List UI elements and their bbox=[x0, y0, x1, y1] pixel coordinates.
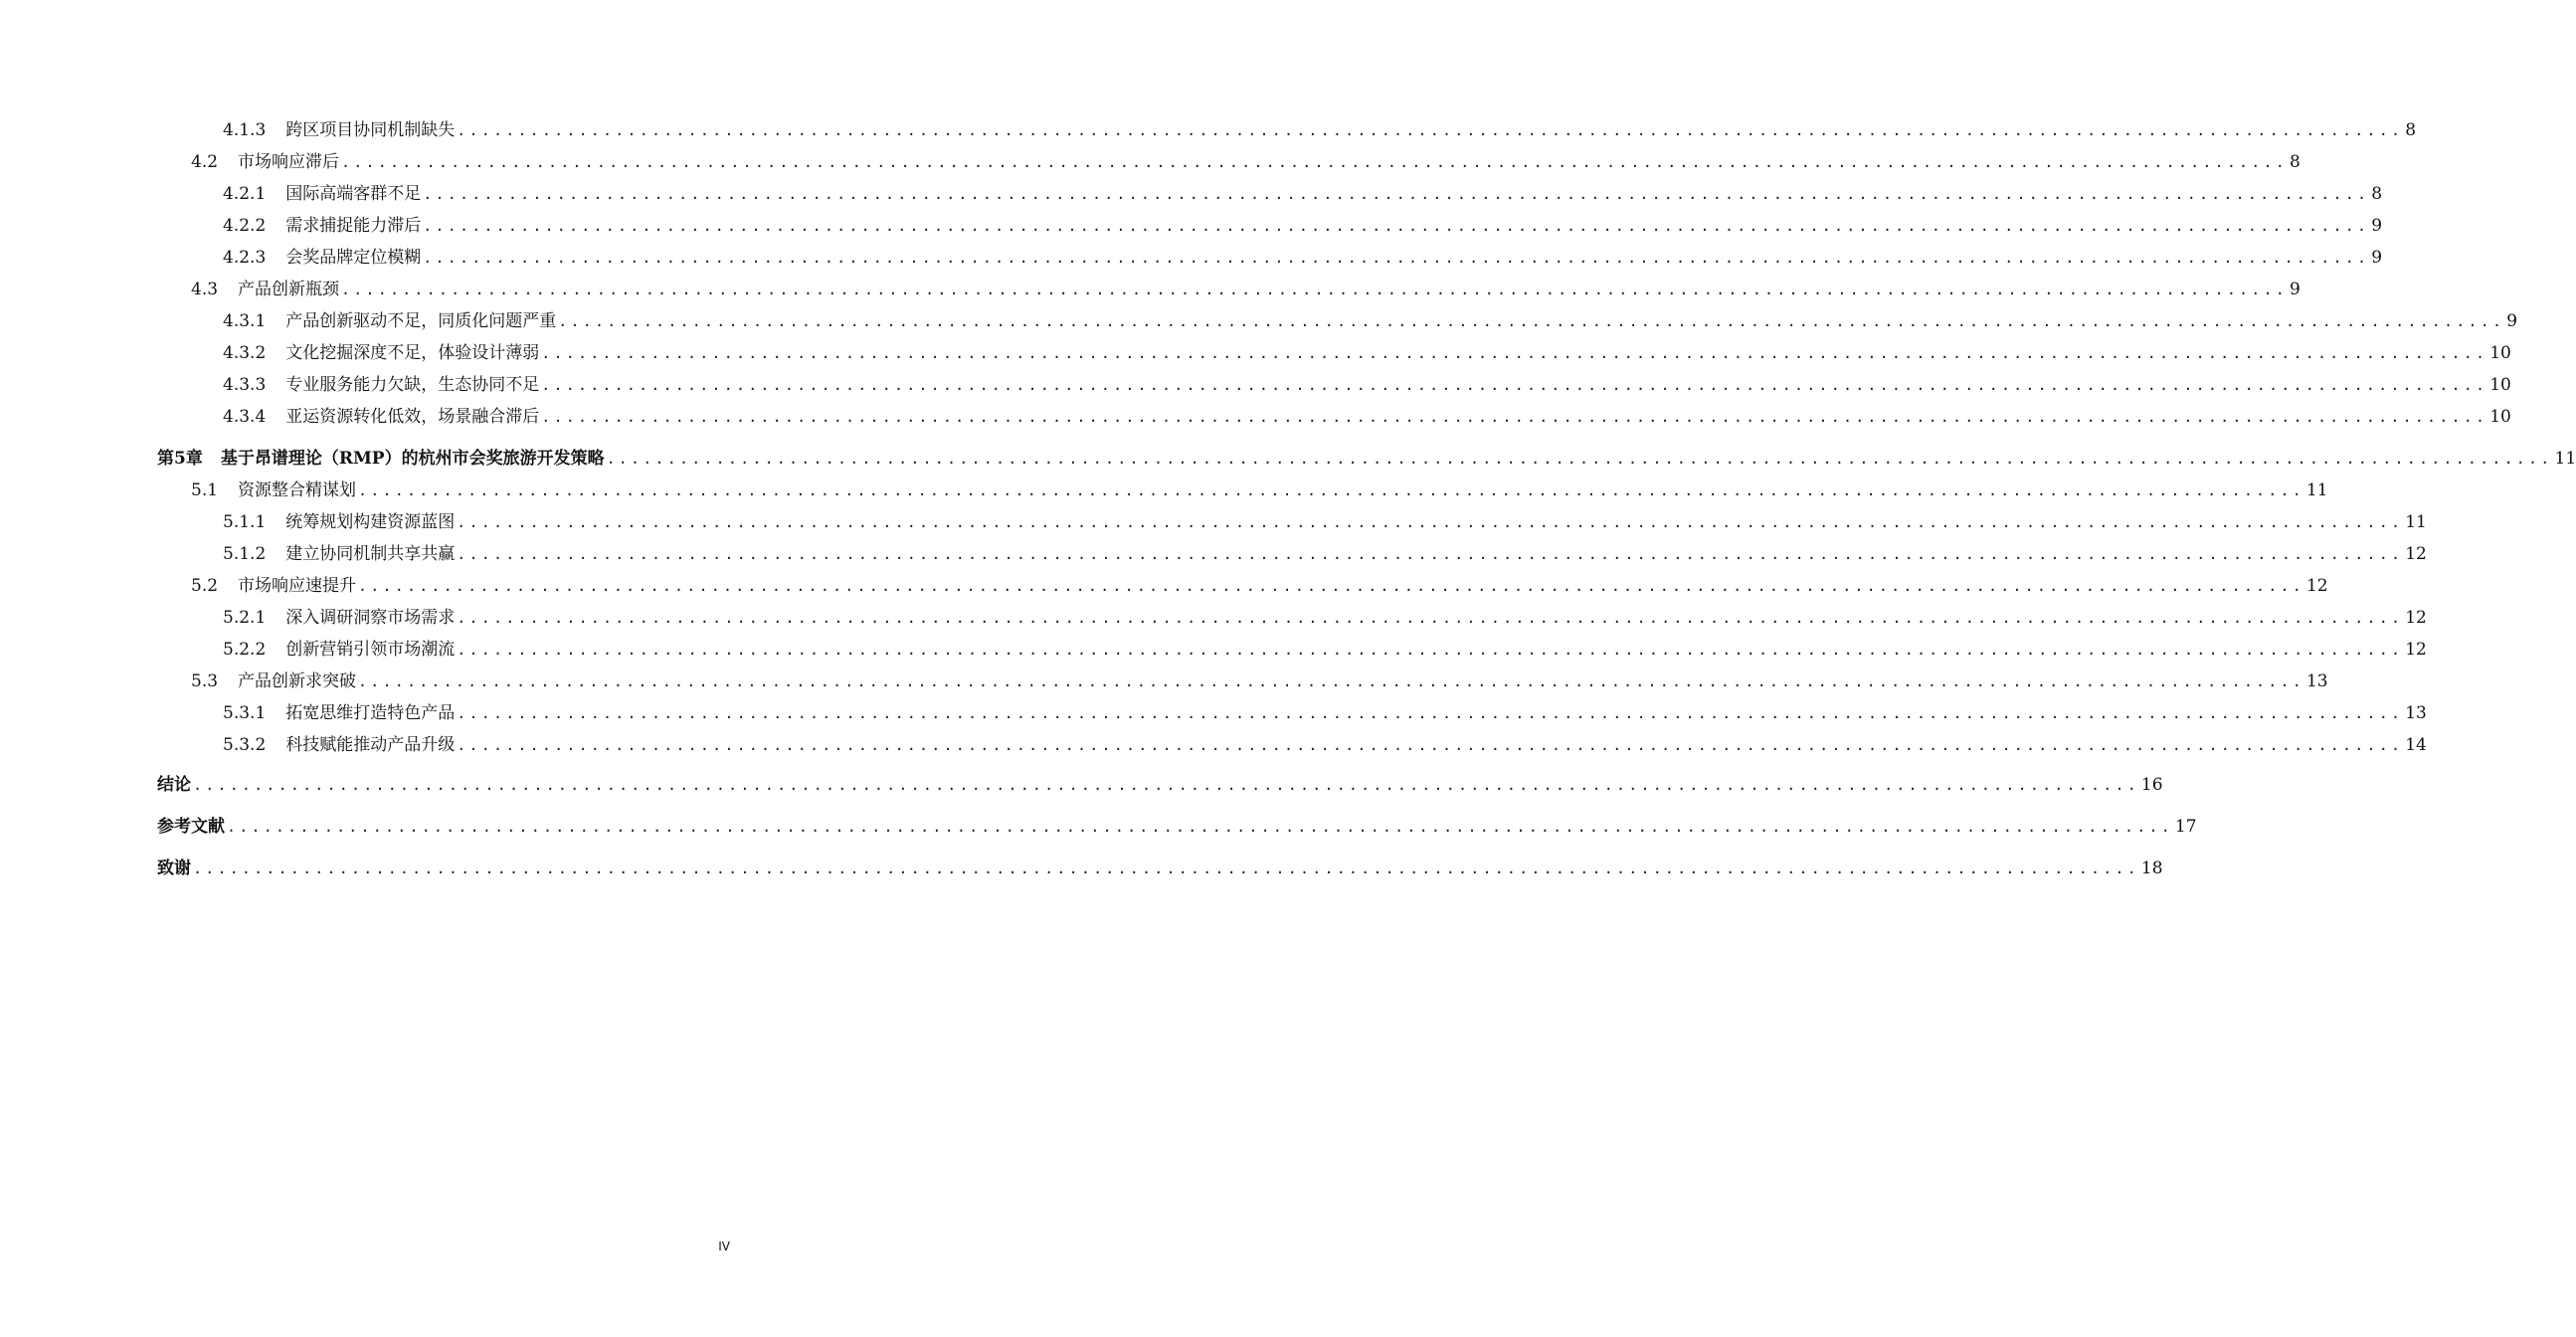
toc-entry[interactable] bbox=[223, 635, 2427, 661]
toc-entry-title: 产品创新求突破 bbox=[238, 671, 357, 691]
toc-dot-leader: ................................................................................................................................................................ bbox=[358, 672, 2304, 690]
toc-entry[interactable] bbox=[157, 444, 2576, 470]
toc-entry-title: 深入调研洞察市场需求 bbox=[285, 608, 456, 628]
toc-dot-leader: ................................................................................................................................................................ bbox=[457, 704, 2404, 722]
toc-entry-title: 拓宽思维打造特色产品 bbox=[285, 703, 456, 723]
toc-entry-number: 4.2.3 bbox=[223, 248, 267, 268]
toc-entry-number: 5.1.1 bbox=[223, 512, 267, 532]
toc-dot-leader: ................................................................................................................................................................ bbox=[227, 818, 2173, 836]
toc-entry-page: 8 bbox=[2405, 120, 2417, 140]
toc-entry-page: 12 bbox=[2405, 608, 2427, 628]
toc-entry[interactable] bbox=[223, 179, 2383, 205]
toc-entry-page: 9 bbox=[2371, 248, 2383, 268]
toc-entry[interactable] bbox=[223, 402, 2511, 428]
toc-entry-number: 5.2.2 bbox=[223, 640, 267, 660]
toc-dot-leader: ................................................................................................................................................................ bbox=[193, 776, 2139, 794]
toc-entry-title: 产品创新瓶颈 bbox=[238, 280, 340, 299]
toc-entry-page: 9 bbox=[2289, 280, 2300, 299]
toc-dot-leader: ................................................................................................................................................................ bbox=[457, 641, 2404, 659]
toc-entry[interactable] bbox=[191, 275, 2300, 300]
toc-entry[interactable] bbox=[223, 603, 2427, 629]
toc-entry[interactable] bbox=[223, 370, 2511, 396]
toc-entry[interactable] bbox=[191, 476, 2328, 501]
toc-entry-title: 参考文献 bbox=[157, 817, 225, 837]
toc-entry-page: 13 bbox=[2305, 671, 2328, 691]
toc-entry-title: 统筹规划构建资源蓝图 bbox=[285, 512, 456, 532]
toc-entry[interactable] bbox=[223, 243, 2383, 269]
toc-entry-page: 16 bbox=[2140, 775, 2163, 795]
toc-dot-leader: ................................................................................................................................................................ bbox=[606, 450, 2553, 468]
toc-entry-number: 5.2.1 bbox=[223, 608, 267, 628]
toc-entry-number: 5.3.2 bbox=[223, 735, 267, 755]
toc-entry-number: 5.1 bbox=[191, 480, 219, 500]
toc-entry-page: 8 bbox=[2289, 152, 2300, 172]
toc-entry-page: 13 bbox=[2405, 703, 2427, 723]
toc-entry-title: 基于昂谱理论（RMP）的杭州市会奖旅游开发策略 bbox=[220, 449, 605, 469]
toc-entry-number: 4.2.1 bbox=[223, 184, 267, 204]
toc-entry-title: 建立协同机制共享共赢 bbox=[285, 544, 456, 564]
toc-entry[interactable] bbox=[223, 306, 2518, 332]
toc-entry-page: 11 bbox=[2554, 449, 2576, 469]
toc-entry[interactable] bbox=[191, 147, 2300, 173]
toc-entry-number: 5.2 bbox=[191, 576, 219, 596]
toc-dot-leader: ................................................................................................................................................................ bbox=[193, 860, 2139, 877]
toc-entry-title: 会奖品牌定位模糊 bbox=[285, 248, 422, 268]
toc-entry[interactable] bbox=[223, 507, 2427, 533]
toc-dot-leader: ................................................................................................................................................................ bbox=[457, 513, 2404, 531]
toc-dot-leader: ................................................................................................................................................................ bbox=[423, 249, 2370, 267]
toc-dot-leader: ................................................................................................................................................................ bbox=[423, 217, 2370, 235]
toc-entry-page: 12 bbox=[2305, 576, 2328, 596]
page-number: IV bbox=[718, 1240, 730, 1253]
toc-entry-page: 17 bbox=[2174, 817, 2197, 837]
toc-entry[interactable] bbox=[157, 770, 2163, 796]
toc-entry[interactable] bbox=[223, 730, 2427, 756]
toc-entry[interactable] bbox=[223, 698, 2427, 724]
toc-entry[interactable] bbox=[157, 812, 2197, 838]
toc-entry-page: 12 bbox=[2405, 544, 2427, 564]
toc-entry-title: 资源整合精谋划 bbox=[238, 480, 357, 500]
toc-dot-leader: ................................................................................................................................................................ bbox=[541, 408, 2488, 426]
toc-entry-number: 5.3.1 bbox=[223, 703, 267, 723]
toc-entry-page: 11 bbox=[2305, 480, 2328, 500]
toc-entry-number: 4.2.2 bbox=[223, 216, 267, 236]
toc-entry-number: 4.3.3 bbox=[223, 375, 267, 395]
toc-entry-title: 结论 bbox=[157, 775, 191, 795]
toc-entry[interactable] bbox=[191, 571, 2328, 597]
toc-dot-leader: ................................................................................................................................................................ bbox=[457, 609, 2404, 627]
toc-dot-leader: ................................................................................................................................................................ bbox=[558, 312, 2505, 330]
toc-entry-title: 致谢 bbox=[157, 859, 191, 878]
toc-dot-leader: ................................................................................................................................................................ bbox=[457, 121, 2404, 139]
toc-entry-title: 创新营销引领市场潮流 bbox=[285, 640, 456, 660]
toc-dot-leader: ................................................................................................................................................................ bbox=[457, 545, 2404, 563]
toc-entry-number: 4.3 bbox=[191, 280, 219, 299]
toc-entry-page: 8 bbox=[2371, 184, 2383, 204]
toc-entry-page: 14 bbox=[2405, 735, 2427, 755]
toc-dot-leader: ................................................................................................................................................................ bbox=[358, 577, 2304, 595]
toc-entry-page: 9 bbox=[2506, 311, 2518, 331]
toc-dot-leader: ................................................................................................................................................................ bbox=[341, 281, 2288, 298]
toc-entry-title: 国际高端客群不足 bbox=[285, 184, 422, 204]
toc-entry-title: 市场响应滞后 bbox=[238, 152, 340, 172]
toc-entry-page: 10 bbox=[2489, 375, 2511, 395]
toc-dot-leader: ................................................................................................................................................................ bbox=[457, 736, 2404, 754]
toc-entry-number: 4.2 bbox=[191, 152, 219, 172]
toc-entry-number: 4.3.1 bbox=[223, 311, 267, 331]
toc-entry-title: 市场响应速提升 bbox=[238, 576, 357, 596]
toc-dot-leader: ................................................................................................................................................................ bbox=[541, 344, 2488, 362]
toc-entry-number: 4.3.2 bbox=[223, 343, 267, 363]
toc-entry-title: 专业服务能力欠缺，生态协同不足 bbox=[285, 375, 540, 395]
toc-entry-page: 12 bbox=[2405, 640, 2427, 660]
toc-entry-page: 18 bbox=[2140, 859, 2163, 878]
toc-entry[interactable] bbox=[223, 539, 2427, 565]
toc-entry-page: 10 bbox=[2489, 407, 2511, 427]
toc-entry-page: 10 bbox=[2489, 343, 2511, 363]
toc-entry-number: 5.1.2 bbox=[223, 544, 267, 564]
toc-entry[interactable] bbox=[157, 854, 2163, 879]
toc-entry-title: 亚运资源转化低效，场景融合滞后 bbox=[285, 407, 540, 427]
toc-entry-title: 科技赋能推动产品升级 bbox=[285, 735, 456, 755]
toc-entry-number: 5.3 bbox=[191, 671, 219, 691]
toc-dot-leader: ................................................................................................................................................................ bbox=[341, 153, 2288, 171]
toc-entry[interactable] bbox=[223, 211, 2383, 237]
toc-entry[interactable] bbox=[191, 667, 2328, 692]
toc-entry-title: 文化挖掘深度不足，体验设计薄弱 bbox=[285, 343, 540, 363]
toc-dot-leader: ................................................................................................................................................................ bbox=[358, 481, 2304, 499]
toc-entry-number: 4.1.3 bbox=[223, 120, 267, 140]
toc-dot-leader: ................................................................................................................................................................ bbox=[423, 185, 2370, 203]
toc-entry-title: 跨区项目协同机制缺失 bbox=[285, 120, 456, 140]
toc-entry[interactable] bbox=[223, 338, 2511, 364]
toc-entry-title: 产品创新驱动不足，同质化问题严重 bbox=[285, 311, 557, 331]
toc-dot-leader: ................................................................................................................................................................ bbox=[541, 376, 2488, 394]
toc-entry-number: 4.3.4 bbox=[223, 407, 267, 427]
toc-entry-page: 11 bbox=[2405, 512, 2427, 532]
toc-entry[interactable] bbox=[223, 115, 2417, 141]
toc-entry-number: 第5章 bbox=[157, 449, 203, 469]
toc-entry-page: 9 bbox=[2371, 216, 2383, 236]
toc-entry-title: 需求捕捉能力滞后 bbox=[285, 216, 422, 236]
